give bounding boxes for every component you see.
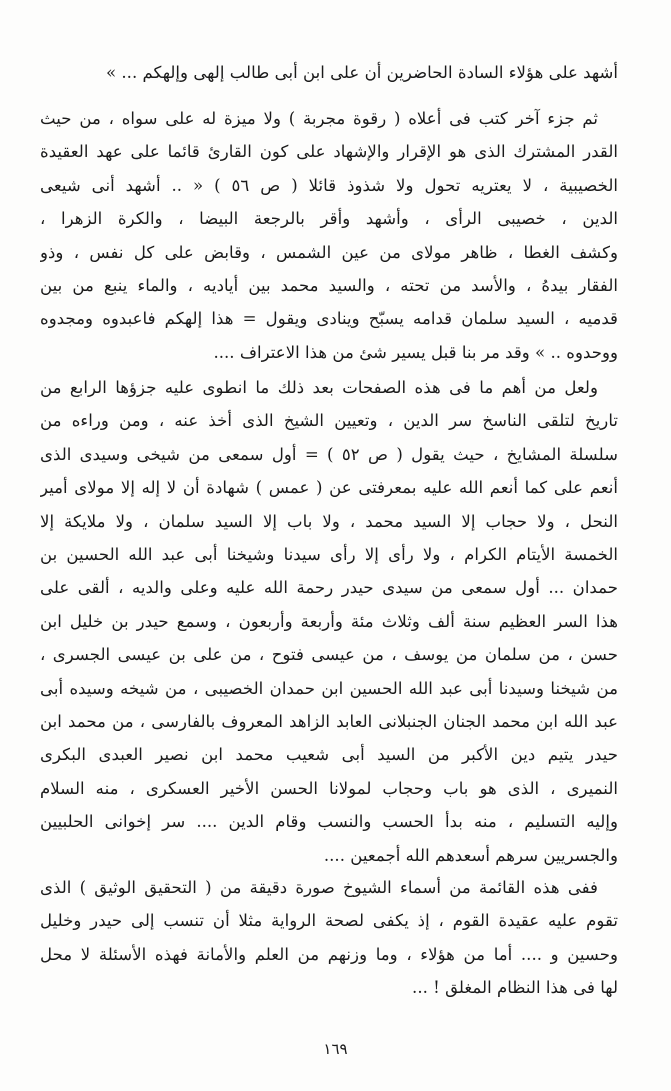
paragraph-3-line-11: عبد الله ابن محمد الجنان الجنبلانى العابد الزاهد المعروف بالفارسى ، من محمد ابن — [40, 712, 618, 732]
paragraph-2-line-1: ثم جزء آخر كتب فى أعلاه ( رقوة مجربة ) ولا ميزة له على سواه ، من حيث — [40, 109, 598, 128]
paragraph-4-line-4: لها فى هذا النظام المغلق ! ... — [412, 978, 618, 998]
paragraph-3-line-15: والجسريين سرهم أسعدهم الله أجمعين .... — [323, 845, 618, 865]
page-number: ١٦٩ — [323, 1040, 348, 1058]
paragraph-2-line-4: الدين ، خصيبى الرأى ، وأشهد وأقر بالرجعة البيضا ، والكرة الزهرا ، — [40, 209, 618, 229]
paragraph-3-line-7: حمدان ... أول سمعى من سيدى حيدر رحمة الله عليه وعلى والديه ، ألقى على — [40, 578, 618, 598]
paragraph-3-line-6: الخمسة الأيتام الكرام ، ولا رأى إلا رأى سيدنا وشيخنا أبى عبد الله الحسين بن — [40, 545, 618, 565]
paragraph-2 — [40, 102, 618, 369]
paragraph-1 — [40, 56, 618, 89]
paragraph-3-line-12: حيدر يتيم دين الأكبر من السيد أبى شعيب محمد ابن نصير العبدى البكرى — [40, 745, 618, 765]
paragraph-4-line-2: تقوم عليه عقيدة القوم ، إذ يكفى لصحة الرواية مثلا أن تنسب إلى حيدر وخليل — [40, 911, 618, 931]
paragraph-3 — [40, 371, 618, 872]
paragraph-3-line-2: تاريخ لتلقى الناسخ سر الدين ، وتعيين الشيخ الذى أخذ عنه ، ومن وراءه من — [40, 411, 618, 431]
paragraph-3-line-5: النحل ، ولا حجاب إلا السيد محمد ، ولا باب إلا السيد سلمان ، ولا ملايكة إلا — [40, 511, 618, 531]
paragraph-3-line-13: النميرى ، الذى هو باب وحجاب لمولانا الحسن الأخير العسكرى ، منه السلام — [40, 778, 618, 798]
paragraph-2-line-3: الخصيبية ، لا يعتريه تحول ولا شذوذ قائلا ( ص ٥٦ ) « .. أشهد أنى شيعى — [40, 175, 618, 195]
paragraph-3-line-10: من شيخنا وسيدنا أبى عبد الله الحسين ابن حمدان الخصيبى ، من شيخه وسيده أبى — [40, 678, 618, 698]
paragraph-2-line-5: وكشف الغطا ، ظاهر مولاى من عين الشمس ، وقابض على كل نفس ، وذو — [40, 242, 618, 262]
paragraph-4 — [40, 871, 618, 1005]
paragraph-3-line-8: هذا السر العظيم سنة ألف وثلاث مئة وأربعة وأربعون ، وسمع حيدر بن خليل ابن — [40, 611, 618, 631]
paragraph-3-line-1: ولعل من أهم ما فى هذه الصفحات بعد ذلك ما انطوى عليه جزؤها الرابع من — [40, 378, 598, 397]
paragraph-2-line-7: قدميه ، السيد سلمان قدامه يسبّح وينادى ويقول = هذا إلهكم فاعبدوه ومجدوه — [40, 309, 618, 329]
paragraph-3-line-14: وإليه التسليم ، منه بدأ الحسب والنسب وقام الدين .... سر إخوانى الحلبيين — [40, 812, 618, 832]
paragraph-1-line-1: أشهد على هؤلاء السادة الحاضرين أن على ابن أبى طالب إلهى وإلهكم ... » — [105, 63, 618, 82]
paragraph-2-line-2: القدر المشترك الذى هو الإقرار والإشهاد على كون القارئ قائما على عهد العقيدة — [40, 142, 618, 162]
paragraph-4-line-3: وحسين و .... أما من هؤلاء ، وما وزنهم من العلم والأمانة فهذه الأسئلة لا محل — [40, 944, 618, 964]
paragraph-3-line-9: حسن ، من سلمان من يوسف ، من عيسى فتوح ، من على بن عيسى الجسرى ، — [40, 645, 618, 665]
paragraph-2-line-8: ووحدوه .. » وقد مر بنا قبل يسير شئ من هذا الاعتراف .... — [213, 342, 618, 362]
paragraph-3-line-4: أنعم على كما أنعم الله عليه بمعرفتى عن ( عمس ) شهادة أن لا إله إلا مولاى أمير — [40, 478, 618, 498]
paragraph-2-line-6: الفقار بيدهُ ، والأسد من تحته ، والسيد محمد بين أياديه ، والماء ينبع من بين — [40, 276, 618, 296]
paragraph-3-line-3: سلسلة المشايخ ، حيث يقول ( ص ٥٢ ) = أول سمعى من شيخى وسيدى الذى — [40, 444, 618, 464]
paragraph-4-line-1: ففى هذه القائمة من أسماء الشيوخ صورة دقيقة من ( التحقيق الوثيق ) الذى — [40, 878, 598, 897]
